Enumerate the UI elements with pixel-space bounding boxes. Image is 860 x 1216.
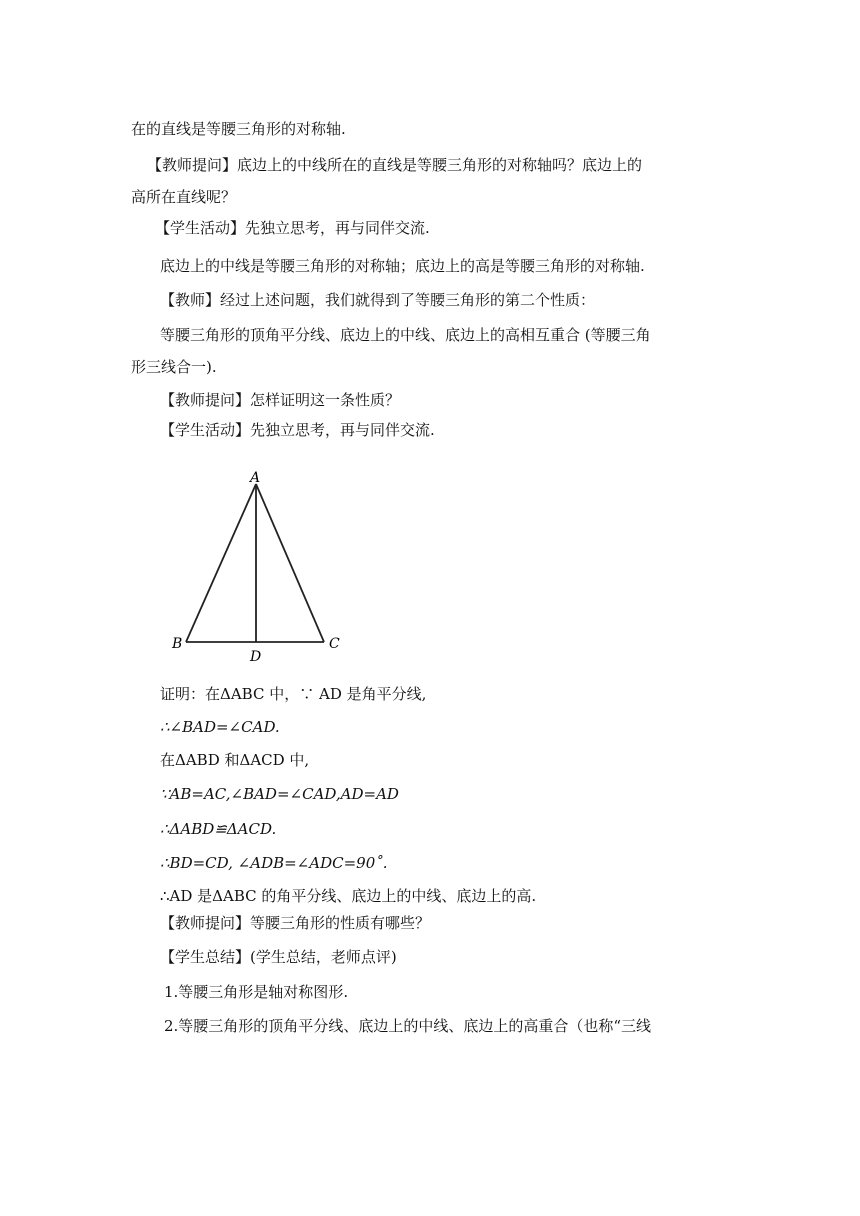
vertex-label-b: B xyxy=(172,636,183,652)
text-line: 形三线合一). xyxy=(131,358,217,376)
proof-line: ∵AB=AC,∠BAD=∠CAD,AD=AD xyxy=(160,785,399,803)
text-line: 【教师提问】底边上的中线所在的直线是等腰三角形的对称轴吗？底边上的 xyxy=(147,156,643,174)
triangle-svg xyxy=(166,466,356,666)
text-line: 【教师提问】怎样证明这一条性质？ xyxy=(160,391,401,409)
text-line: 【学生活动】先独立思考，再与同伴交流. xyxy=(155,219,430,237)
proof-line: ∴ΔABD≌ΔACD. xyxy=(160,820,277,838)
vertex-label-a: A xyxy=(250,470,261,486)
summary-line: 【教师提问】等腰三角形的性质有哪些？ xyxy=(160,914,431,932)
proof-line: ∴AD 是ΔABC 的角平分线、底边上的中线、底边上的高. xyxy=(160,887,537,905)
text-line: 底边上的中线是等腰三角形的对称轴；底边上的高是等腰三角形的对称轴. xyxy=(160,257,645,275)
vertex-label-d: D xyxy=(250,649,262,665)
text-line: 【学生活动】先独立思考，再与同伴交流. xyxy=(160,421,435,439)
side-ac xyxy=(256,484,324,642)
side-ab xyxy=(186,484,256,642)
summary-line: 【学生总结】(学生总结，老师点评) xyxy=(160,948,397,966)
text-line: 等腰三角形的顶角平分线、底边上的中线、底边上的高相互重合 (等腰三角 xyxy=(160,326,651,344)
isosceles-triangle-diagram xyxy=(166,466,356,666)
vertex-label-c: C xyxy=(329,636,340,652)
text-line: 【教师】经过上述问题，我们就得到了等腰三角形的第二个性质： xyxy=(160,291,596,309)
proof-line: ∴∠BAD=∠CAD. xyxy=(160,718,280,736)
proof-line: 证明：在ΔABC 中，∵ AD 是角平分线, xyxy=(160,685,427,703)
summary-line: 1.等腰三角形是轴对称图形. xyxy=(164,983,349,1001)
text-line: 高所在直线呢？ xyxy=(131,188,237,206)
summary-line: 2.等腰三角形的顶角平分线、底边上的中线、底边上的高重合（也称“三线 xyxy=(164,1017,651,1035)
text-line: 在的直线是等腰三角形的对称轴. xyxy=(131,120,346,138)
proof-line: 在ΔABD 和ΔACD 中, xyxy=(160,751,310,769)
proof-line: ∴BD=CD, ∠ADB=∠ADC=90˚. xyxy=(160,854,388,872)
